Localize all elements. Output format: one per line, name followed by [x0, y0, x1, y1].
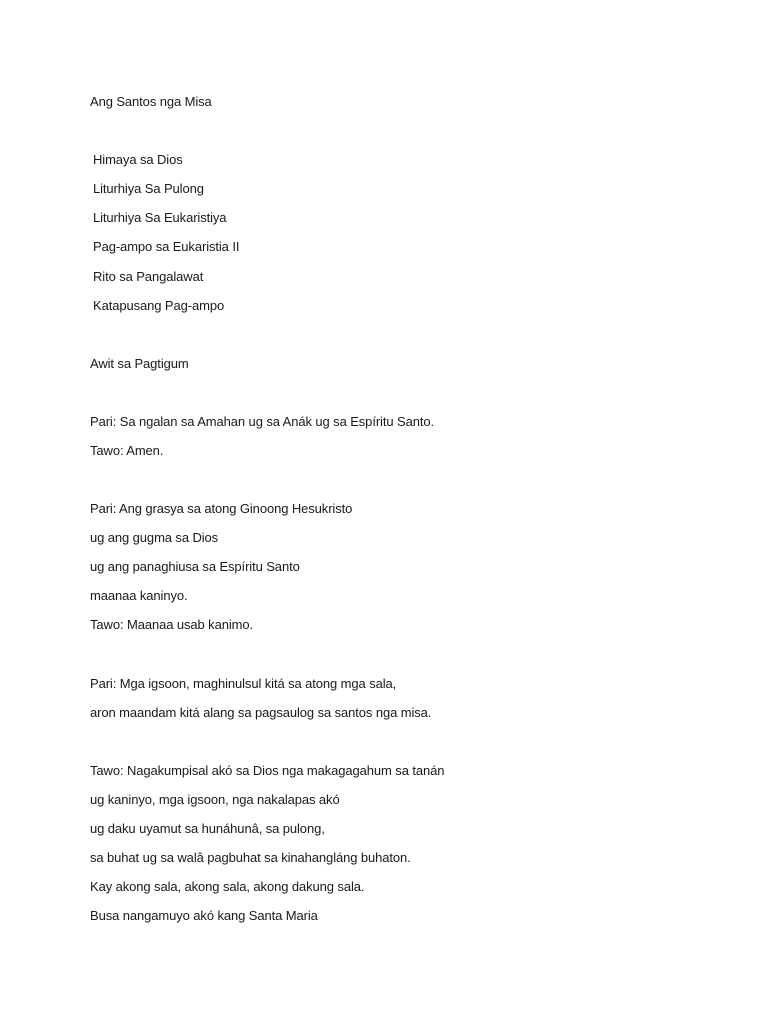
text-line: ug ang panaghiusa sa Espíritu Santo [90, 559, 300, 574]
text-line: Tawo: Maanaa usab kanimo. [90, 617, 253, 632]
section-heading: Awit sa Pagtigum [90, 356, 189, 371]
text-line: Pari: Sa ngalan sa Amahan ug sa Anák ug sa Espíritu Santo. [90, 414, 434, 429]
text-line: Kay akong sala, akong sala, akong dakung sala. [90, 879, 365, 894]
text-line: Tawo: Nagakumpisal akó sa Dios nga makagagahum sa tanán [90, 763, 445, 778]
document-title: Ang Santos nga Misa [90, 94, 212, 109]
toc-item-katapusang-pag-ampo: Katapusang Pag-ampo [93, 298, 225, 313]
toc-item-liturhiya-pulong: Liturhiya Sa Pulong [93, 181, 204, 196]
text-line: Busa nangamuyo akó kang Santa Maria [90, 908, 318, 923]
toc-item-rito-pangalawat: Rito sa Pangalawat [93, 269, 204, 284]
text-line: Pari: Mga igsoon, maghinulsul kitá sa atong mga sala, [90, 676, 397, 691]
text-line: ug ang gugma sa Dios [90, 530, 219, 545]
text-line: Pari: Ang grasya sa atong Ginoong Hesukristo [90, 501, 353, 516]
text-line: ug kaninyo, mga igsoon, nga nakalapas akó [90, 792, 340, 807]
text-line: maanaa kaninyo. [90, 588, 188, 603]
text-line: aron maandam kitá alang sa pagsaulog sa santos nga misa. [90, 705, 432, 720]
text-line: sa buhat ug sa walâ pagbuhat sa kinahangláng buhaton. [90, 850, 411, 865]
toc-item-himaya: Himaya sa Dios [93, 152, 183, 167]
text-line: ug daku uyamut sa hunáhunâ, sa pulong, [90, 821, 325, 836]
text-line: Tawo: Amen. [90, 443, 164, 458]
toc-item-pag-ampo-eukaristia: Pag-ampo sa Eukaristia II [93, 239, 240, 254]
toc-item-liturhiya-eukaristiya: Liturhiya Sa Eukaristiya [93, 210, 227, 225]
